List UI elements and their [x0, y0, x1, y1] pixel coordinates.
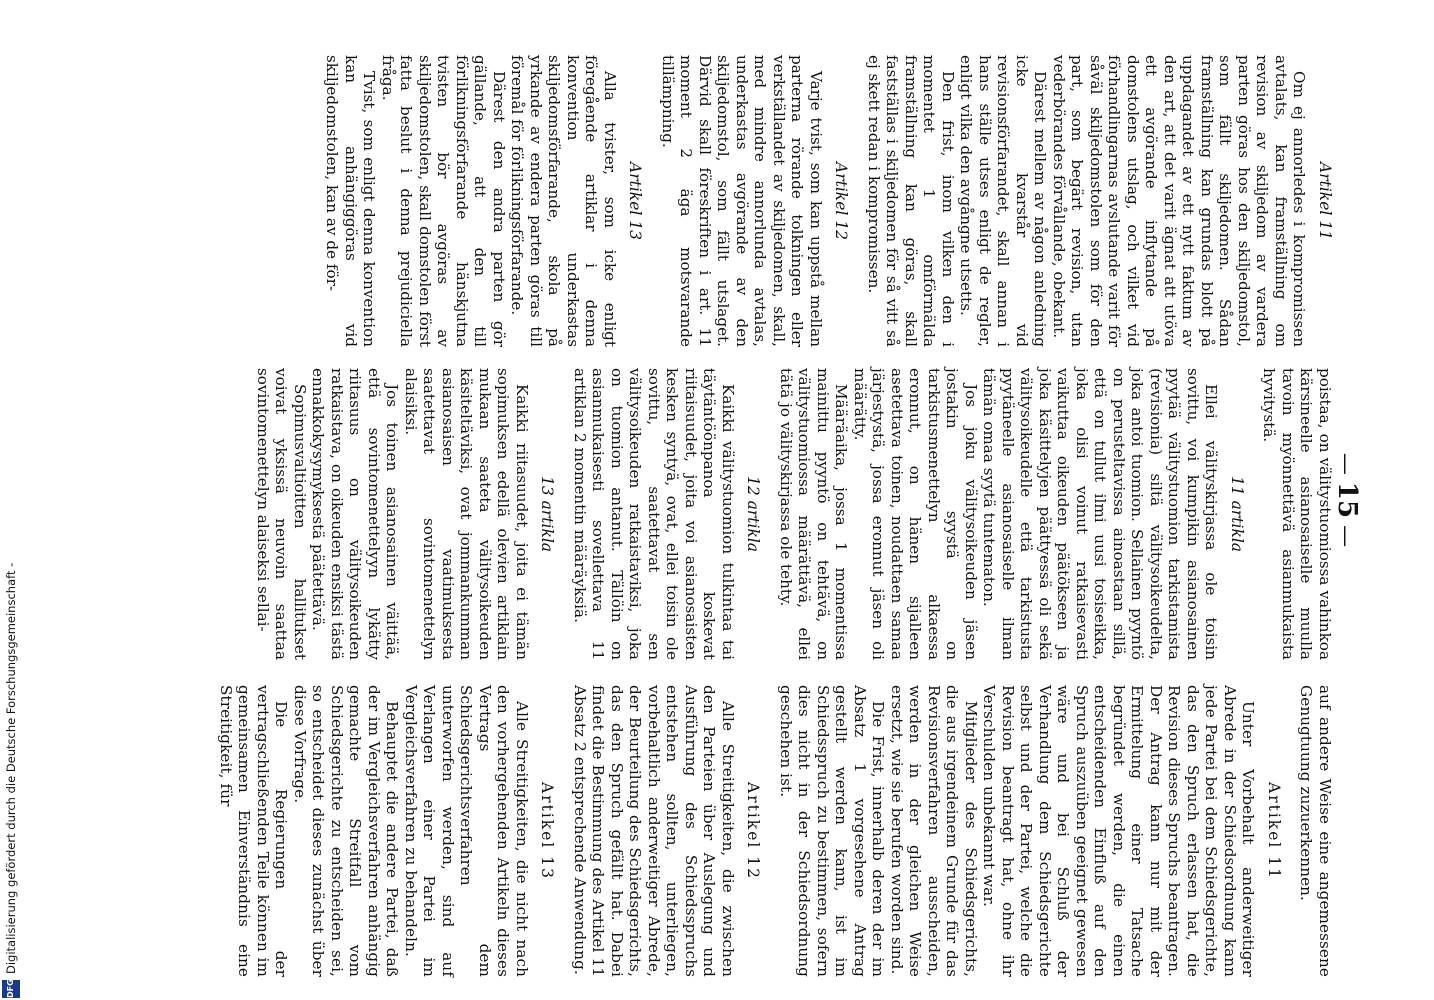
credit-text: Digitalisierung gefördert durch die Deutsche Forschungsgemeinschaft - [4, 562, 18, 974]
swedish-paragraph: Därest mellem av någon anledning icke kvarstår vid revisionsförfarandet, skall annan i hans ställe utses enligt de regler, enligt vilka den avgångne utsetts. [957, 55, 1050, 347]
swedish-paragraph: Varje tvist, som kan uppstå mellan parterna rörande tolkningen eller verkställandet av skiljedomen, skall, med mindre annorlunda avtalas, underkastas avgörande av den skiljedomstol, som fällt utslaget. Därvid skall föreskriften i art. 11 moment 2 äga motsvarande tillämpning. [659, 55, 825, 347]
german-paragraph: Mitglieder des Schiedsgerichts, die aus irgendeinem Grunde für das Revisionsverfahren ausscheiden, werden in der gleichen Weise ersetzt, wie sie berufen worden sind. [888, 685, 980, 977]
finnish-column [254, 368, 1335, 660]
swedish-column [323, 55, 1334, 347]
german-paragraph-continued: auf andere Weise eine angemessene Genugtuung zuzuerkennen. [1297, 685, 1334, 977]
german-paragraph: Die Regierungen der vertragschließenden Teile können im gemeinsamen Einverständnis eine Streitigkeit, für [217, 685, 291, 977]
finnish-heading-article-11: 11 artikla [1228, 475, 1246, 553]
digitization-credit [0, 562, 22, 1000]
finnish-heading-article-13: 13 artikla [538, 475, 557, 553]
swedish-paragraph: Därest den andra parten gör gällande, att den till förlikningsförfarande hänskjutna tvisten bör avgöras av skiljedomstolen, skall domstolen först fatta beslut i denna prejudiciella fråga. [379, 55, 508, 347]
finnish-heading-article-12: 12 artikla [744, 475, 763, 553]
swedish-heading-article-11: Artikel 11 [1316, 162, 1334, 240]
german-heading-article-13: Artikel 13 [538, 782, 557, 880]
page-number-value: 15 [1332, 481, 1362, 519]
finnish-paragraph: Jos joku välitysoikeuden jäsen jostakin syystä on tarkistusmenettelyn alkaessa eronnut, on hänen sijalleen asetettava toinen, noudattaen samaa järjestystä, jossa eronnut jäsen oli määrätty. [851, 368, 980, 660]
swedish-paragraph: Tvist, som enligt denna konvention kan anhängiggöras vid skiljedomstolen, kan av de för- [323, 55, 379, 347]
german-paragraph: Unter Vorbehalt anderweitiger Abrede in der Schiedsordnung kann jede Partei bei dem Schiedsgerichte, das den Spruch erlassen hat, die Revision dieses Spruchs beantragen. Der Antrag kann nur mit der Ermittelung einer Tatsache begründet werden, die einen entscheidenden Einfluß auf den Spruch auszuüben geeignet gewesen wäre und bei Schluß der Verhandlung dem Schiedsgerichte selbst und der Partei, welche die Revision beantragt hat, ohne ihr Verschulden unbekannt war. [980, 685, 1258, 977]
swedish-paragraph: Den frist, inom vilken den i momentet 1 omförmälda framställning kan göras, skall fastställas i skiljedomen för så vitt så ej skett redan i kompromissen. [865, 55, 957, 347]
german-heading-article-12: Artikel 12 [744, 782, 763, 880]
finnish-paragraph: Ellei välityskirjassa ole toisin sovittu, voi kumpikin asianosainen pyytää välitystuomion tarkistamista (revisionia) siltä välitysoikeudelta, joka antoi tuomion. Sellainen pyyntö on perusteltavissa ainoastaan sillä, että on tullut ilmi uusi tosiseikka, joka olisi voinut ratkaisevasti vaikuttaa oikeuden päätökseen ja joka käsittelyjen päättyessä oli sekä välitysoikeudelle että tarkistusta pyytäneelle asianosaiselle ilman tämän omaa syytä tuntematon. [980, 368, 1221, 660]
swedish-heading-article-12: Artikel 12 [832, 162, 851, 240]
german-column [217, 685, 1335, 977]
finnish-paragraph: Kaikki riitasuudet, joita ei tämän sopimuksen edellä olevien artiklain mukaan saateta välitysoikeuden käsiteltäviksi, ovat jommankumman asianosaisen vaatimuksesta saatettavat sovintomenettelyn alaisiksi. [402, 368, 531, 660]
german-paragraph: Behauptet die andere Partei, daß der im Vergleichsverfahren anhängig gemachte Streitfall vom Schiedsgerichte zu entscheiden sei, so entscheidet dieses zunächst über diese Vorfrage. [291, 685, 402, 977]
page-number-dash-left: — [1333, 452, 1358, 475]
dfg-logo-text: DFG [6, 979, 15, 998]
german-paragraph: Alle Streitigkeiten, die zwischen den Parteien über Auslegung und Ausführung des Schiedsspruchs entstehen sollten, unterliegen, vorbehaltlich anderweitiger Abrede, der Beurteilung des Schiedsgerichts, das den Spruch gefällt hat. Dabei findet die Bestimmung des Artikel 11 Absatz 2 entsprechende Anwendung. [571, 685, 737, 977]
swedish-paragraph: Alla tvister, som icke enligt föregående artiklar i denna konvention underkastas skiljedomsförfarande, skola på yrkande av endera parten göras till föremål för förlikningsförfarande. [508, 55, 619, 347]
finnish-paragraph: Määräaika, jossa 1 momentissa mainittu pyyntö on tehtävä, on välitystuomiossa määrättävä, ellei tätä jo välityskirjassa ole tehty. [777, 368, 851, 660]
german-paragraph: Alle Streitigkeiten, die nicht nach den vorhergehenden Artikeln dieses Vertrags dem Schiedsgerichtsverfahren unterworfen werden, sind auf Verlangen einer Partei im Vergleichsverfahren zu behandeln. [402, 685, 531, 977]
page-number-dash-right: — [1333, 525, 1358, 548]
swedish-paragraph: Om ej annorledes i kompromissen avtalats, kan framställning om revision av skiljedom av vardera parten göras hos den skiljedomstol, som fällt skiljedomen. Sådan framställning kan grundas blott på uppdagandet av ett nytt faktum av den art, att det varit ägnat att utöva ett avgörande inflytande på domstolens utslag, och vilket vid förhandlingarnas avslutande varit för såväl skiljedomstolen som för den part, som begärt revision, utan vederbörandes förvållande, obekant. [1050, 55, 1309, 347]
finnish-paragraph: Sopimusvaltioitten hallitukset voivat yksissä neuvoin saattaa sovintomenettelyn alaiseksi sellai- [254, 368, 309, 660]
german-heading-article-11: Artikel 11 [1265, 782, 1283, 880]
page-number [1332, 0, 1362, 1000]
german-paragraph: Die Frist, innerhalb deren der im Absatz 1 vorgesehene Antrag gestellt werden kann, ist im Schiedsspruch zu bestimmen, sofern dies nicht in der Schiedsordnung geschehen ist. [777, 685, 888, 977]
finnish-paragraph: Jos toinen asianosainen väittää, että sovintomenettelyyn lykätty riitasuus on välitysoikeuden ratkaistava, on oikeuden ensiksi tästä ennakkokysymyksestä päätettävä. [309, 368, 402, 660]
finnish-paragraph-continued: poistaa, on välitystuomiossa vahinkoa kärsineelle asianosaiselle muulla tavoin myönnettävä asianmukaista hyvitystä. [1260, 368, 1334, 660]
swedish-heading-article-13: Artikel 13 [626, 162, 645, 240]
dfg-logo-icon [2, 980, 20, 998]
finnish-paragraph: Kaikki välitystuomion tulkintaa tai täytäntöönpanoa koskevat riitaisuudet, joita voi asianosaisten kesken syntyä, ovat, ellei toisin ole sovittu, saatettavat sen välitysoikeuden ratkaistaviksi, joka on tuomion antanut. Tällöin on asianmukaisesti sovellettava 11 artiklan 2 momentin määräyksiä. [571, 368, 737, 660]
